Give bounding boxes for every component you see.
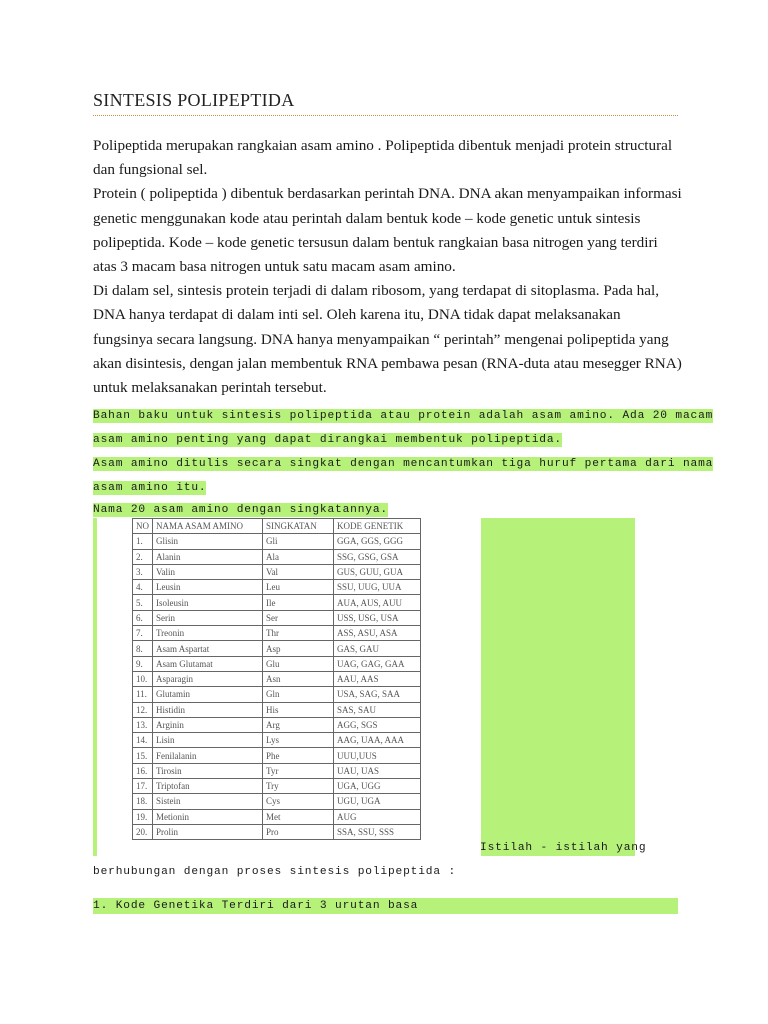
cell-no: 1.	[133, 534, 153, 549]
cell-name: Leusin	[153, 580, 263, 595]
cell-name: Serin	[153, 610, 263, 625]
cell-code: SAS, SAU	[334, 702, 421, 717]
mono-line-2: asam amino penting yang dapat dirangkai membentuk polipeptida.	[93, 434, 562, 446]
cell-code: UAU, UAS	[334, 763, 421, 778]
table-row	[133, 534, 421, 549]
cell-abbr: Glu	[263, 656, 334, 671]
cell-code: GUS, GUU, GUA	[334, 564, 421, 579]
cell-abbr: Val	[263, 564, 334, 579]
table-row	[133, 717, 421, 732]
table-row	[133, 702, 421, 717]
cell-code: AUG	[334, 809, 421, 824]
table-row	[133, 626, 421, 641]
col-header-code: KODE GENETIK	[334, 519, 421, 534]
cell-no: 15.	[133, 748, 153, 763]
mono-line-5: Nama 20 asam amino dengan singkatannya.	[93, 504, 388, 516]
cell-no: 12.	[133, 702, 153, 717]
cell-no: 9.	[133, 656, 153, 671]
cell-abbr: His	[263, 702, 334, 717]
cell-name: Tirosin	[153, 763, 263, 778]
cell-no: 14.	[133, 733, 153, 748]
table-row	[133, 549, 421, 564]
cell-no: 17.	[133, 779, 153, 794]
body-text	[93, 134, 683, 400]
cell-code: SSU, UUG, UUA	[334, 580, 421, 595]
col-header-abbr: SINGKATAN	[263, 519, 334, 534]
paragraph-1: Polipeptida merupakan rangkaian asam amino . Polipeptida dibentuk menjadi protein structural dan fungsional sel.	[93, 137, 673, 179]
cell-code: USS, USG, USA	[334, 610, 421, 625]
cell-code: AAU, AAS	[334, 671, 421, 686]
cell-abbr: Ser	[263, 610, 334, 625]
cell-no: 6.	[133, 610, 153, 625]
table-row	[133, 641, 421, 656]
cell-code: UGU, UGA	[334, 794, 421, 809]
table-body	[133, 534, 421, 840]
cell-no: 4.	[133, 580, 153, 595]
cell-abbr: Met	[263, 809, 334, 824]
amino-acid-table	[132, 518, 421, 840]
cell-abbr: Asp	[263, 641, 334, 656]
mono-line-3: Asam amino ditulis secara singkat dengan mencantumkan tiga huruf pertama dari nama	[93, 458, 714, 470]
table-row	[133, 779, 421, 794]
cell-name: Fenilalanin	[153, 748, 263, 763]
cell-code: USA, SAG, SAA	[334, 687, 421, 702]
cell-code: UGA, UGG	[334, 779, 421, 794]
cell-name: Triptofan	[153, 779, 263, 794]
table-row	[133, 580, 421, 595]
cell-abbr: Thr	[263, 626, 334, 641]
table-row	[133, 656, 421, 671]
cell-abbr: Tyr	[263, 763, 334, 778]
cell-name: Lisin	[153, 733, 263, 748]
cell-name: Metionin	[153, 809, 263, 824]
page-title: SINTESIS POLIPEPTIDA	[93, 90, 678, 116]
cell-code: UAG, GAG, GAA	[334, 656, 421, 671]
istilah-line-1: Istilah - istilah yang	[480, 842, 647, 854]
table-row	[133, 564, 421, 579]
cell-abbr: Try	[263, 779, 334, 794]
cell-no: 2.	[133, 549, 153, 564]
table-row	[133, 610, 421, 625]
cell-no: 18.	[133, 794, 153, 809]
cell-abbr: Cys	[263, 794, 334, 809]
cell-no: 11.	[133, 687, 153, 702]
cell-name: Glutamin	[153, 687, 263, 702]
cell-code: SSG, GSG, GSA	[334, 549, 421, 564]
table-row	[133, 794, 421, 809]
cell-code: SSA, SSU, SSS	[334, 824, 421, 839]
cell-code: AUA, AUS, AUU	[334, 595, 421, 610]
cell-name: Sistein	[153, 794, 263, 809]
cell-no: 13.	[133, 717, 153, 732]
cell-abbr: Asn	[263, 671, 334, 686]
cell-abbr: Arg	[263, 717, 334, 732]
cell-name: Isoleusin	[153, 595, 263, 610]
cell-abbr: Lys	[263, 733, 334, 748]
cell-code: GGA, GGS, GGG	[334, 534, 421, 549]
table-row	[133, 595, 421, 610]
col-header-name: NAMA ASAM AMINO	[153, 519, 263, 534]
cell-abbr: Pro	[263, 824, 334, 839]
table-row	[133, 733, 421, 748]
table-row	[133, 687, 421, 702]
cell-code: GAS, GAU	[334, 641, 421, 656]
cell-no: 8.	[133, 641, 153, 656]
cell-name: Asparagin	[153, 671, 263, 686]
cell-abbr: Gli	[263, 534, 334, 549]
cell-no: 16.	[133, 763, 153, 778]
cell-name: Arginin	[153, 717, 263, 732]
table-row	[133, 809, 421, 824]
cell-no: 7.	[133, 626, 153, 641]
cell-code: AGG, SGS	[334, 717, 421, 732]
cell-code: AAG, UAA, AAA	[334, 733, 421, 748]
table-row	[133, 748, 421, 763]
cell-no: 5.	[133, 595, 153, 610]
cell-abbr: Phe	[263, 748, 334, 763]
list-item-1: 1. Kode Genetika Terdiri dari 3 urutan basa	[93, 898, 678, 914]
cell-name: Alanin	[153, 549, 263, 564]
paragraph-3: Di dalam sel, sintesis protein terjadi di dalam ribosom, yang terdapat di sitoplasma. Pada hal, DNA hanya terdapat di dalam inti sel. Oleh karena itu, DNA tidak dapat melaksanakan fungsinya secara langsung. DNA hanya menyampaikan “ perintah” mengenai polipeptida yang akan disintesis, dengan jalan membentuk RNA pembawa pesan (RNA-duta atau mesegger RNA) untuk melaksanakan perintah tersebut.	[93, 282, 682, 397]
cell-no: 20.	[133, 824, 153, 839]
cell-abbr: Gln	[263, 687, 334, 702]
cell-no: 19.	[133, 809, 153, 824]
col-header-no: NO	[133, 519, 153, 534]
table-row	[133, 671, 421, 686]
cell-name: Asam Aspartat	[153, 641, 263, 656]
cell-name: Histidin	[153, 702, 263, 717]
cell-name: Asam Glutamat	[153, 656, 263, 671]
cell-name: Prolin	[153, 824, 263, 839]
istilah-line-2: berhubungan dengan proses sintesis polipeptida :	[93, 866, 457, 878]
paragraph-2: Protein ( polipeptida ) dibentuk berdasarkan perintah DNA. DNA akan menyampaikan informasi genetic menggunakan kode atau perintah dalam bentuk kode – kode genetic untuk sintesis polipeptida. Kode – kode genetic tersusun dalam bentuk rangkaian basa nitrogen yang terdiri atas 3 macam basa nitrogen untuk satu macam asam amino.	[93, 185, 682, 276]
mono-line-1: Bahan baku untuk sintesis polipeptida atau protein adalah asam amino. Ada 20 macam	[93, 410, 714, 422]
cell-name: Glisin	[153, 534, 263, 549]
cell-no: 10.	[133, 671, 153, 686]
table-header-row	[133, 519, 421, 534]
table-row	[133, 824, 421, 839]
cell-abbr: Ala	[263, 549, 334, 564]
cell-name: Valin	[153, 564, 263, 579]
cell-code: UUU,UUS	[334, 748, 421, 763]
cell-abbr: Ile	[263, 595, 334, 610]
table-row	[133, 763, 421, 778]
mono-line-4: asam amino itu.	[93, 482, 207, 494]
cell-no: 3.	[133, 564, 153, 579]
cell-code: ASS, ASU, ASA	[334, 626, 421, 641]
cell-name: Treonin	[153, 626, 263, 641]
cell-abbr: Leu	[263, 580, 334, 595]
